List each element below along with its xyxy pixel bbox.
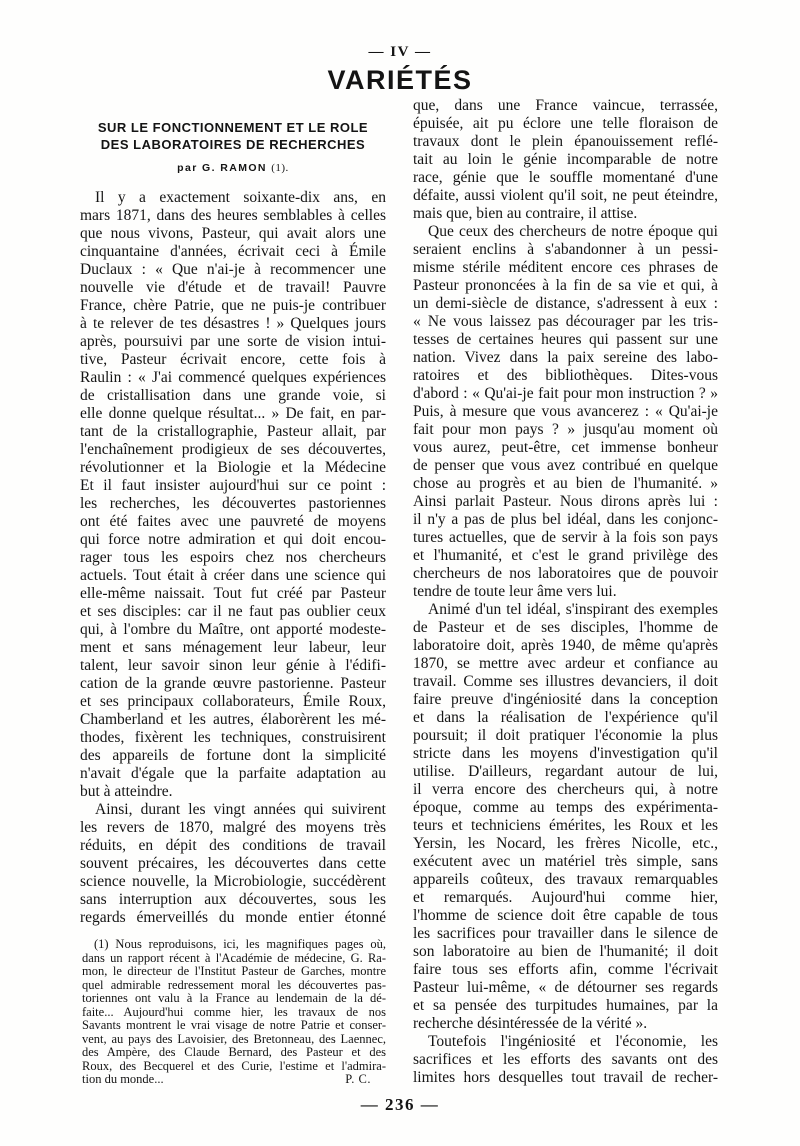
text-line: de Pasteur et de ses disciples, l'homme de: [413, 619, 718, 636]
text-line: 1870, se mettre avec ardeur et confiance au: [413, 655, 718, 672]
paragraph: [413, 1033, 718, 1087]
text-line: l'homme de science doit être capable de tous: [413, 907, 718, 924]
text-line: un demi-siècle de distance, s'adressent à eux :: [413, 295, 718, 312]
footnote-line: dans un rapport récent à l'Académie de médecine, G. Ra-: [82, 950, 386, 965]
article-title-line: SUR LE FONCTIONNEMENT ET LE ROLE: [97, 120, 369, 135]
text-line: talent, leur savoir sinon leur génie à l'édifi-: [80, 657, 386, 674]
paragraph: [80, 801, 386, 927]
text-line: « Ne vous laissez pas décourager par les tris-: [413, 313, 718, 330]
footnote-line: toriennes ont valu à la France au lendemain de la dé-: [82, 991, 386, 1005]
text-line: que, dans une France vaincue, terrassée,: [413, 97, 718, 114]
text-line: son laboratoire au bien de l'humanité; il doit: [413, 943, 718, 960]
text-line: rager tous les espoirs chez nos chercheurs: [80, 549, 386, 566]
footnote-line: Roux, des Becquerel et des Curie, l'estime et l'admira-: [82, 1058, 386, 1073]
text-line: de penser que vous avez contribué en quelque: [413, 457, 718, 474]
text-line: et l'humanité, et c'est le grand privilège des: [413, 547, 718, 564]
footnote-signature: P. C.: [345, 1072, 371, 1086]
paragraph: [413, 223, 718, 601]
text-line: exécutent avec un matériel très simple, sans: [413, 853, 718, 870]
text-line: défaite, aussi violent qu'il soit, ne peut éteindre,: [413, 187, 718, 204]
text-line: et ses disciples: car il ne faut pas oublier ceux: [80, 603, 386, 620]
text-line: Pasteur lui-même, « de détourner ses regards: [413, 979, 718, 996]
text-line: qui, à l'ombre du Maître, ont apporté modeste-: [80, 621, 386, 638]
article-title-line: DES LABORATOIRES DE RECHERCHES: [100, 137, 366, 152]
text-line: Il y a exactement soixante-dix ans, en: [95, 189, 386, 206]
text-line: stricte dans les moyens d'investigation qu'il: [413, 745, 718, 762]
paragraph: [80, 189, 386, 801]
text-line: de cristallisation dans une grande voie, si: [80, 387, 386, 404]
text-line: laboratoire doit, après 1940, de même qu'après: [413, 637, 718, 654]
text-line: elle-même naissait. Tout fut créé par Pasteur: [80, 585, 386, 602]
footnote-line: tion du monde...: [82, 1072, 164, 1086]
page-number: — 236 —: [360, 1095, 440, 1114]
text-line: Ainsi, durant les vingt années qui suivirent: [95, 801, 386, 818]
text-line: tures actuelles, que de servir à la fois son pays: [413, 529, 718, 546]
text-line: cinquantaine d'années, écrivait ceci à Émile: [80, 243, 386, 260]
text-line: il n'y a pas de plus bel idéal, dans les conjonc-: [413, 511, 718, 528]
text-line: après, poursuivi par une sorte de vision intui-: [80, 333, 386, 350]
text-line: chercheurs de nos laboratoires que de pouvoir: [413, 565, 718, 582]
text-line: tant de la cristallographie, Pasteur allait, par: [80, 423, 386, 440]
text-line: l'enchaînement prodigieux de ses découvertes,: [80, 441, 386, 458]
text-line: Toutefois l'ingéniosité et l'économie, les: [428, 1033, 718, 1050]
text-line: tesses de certaines heures qui passent sur une: [413, 331, 718, 348]
text-line: et sa pensée des turpitudes humaines, par la: [413, 997, 718, 1014]
text-line: teurs et techniciens émérites, les Roux et les: [413, 817, 718, 834]
text-line: chose au progrès et au bien de l'humanité. »: [413, 475, 718, 492]
text-line: regards émerveillés du monde entier étonné: [80, 909, 386, 926]
text-line: que nous vivons, Pasteur, qui avait alors une: [80, 225, 386, 242]
text-line: sacrifices et les efforts des savants ont des: [413, 1051, 718, 1068]
text-line: France, chère Patrie, que ne puis-je contribuer: [80, 297, 386, 314]
text-line: appareils coûteux, des travaux remarquables: [413, 871, 718, 888]
right-column: [413, 97, 718, 1087]
text-line: but à atteindre.: [80, 783, 173, 800]
text-line: misme stérile méditent encore ces phrases de: [413, 259, 718, 276]
text-line: Chamberland et les autres, élaborèrent les mé-: [80, 711, 386, 728]
text-line: limites hors desquelles tout travail de recher-: [413, 1069, 718, 1086]
text-line: actuels. Tout était à créer dans une science qui: [80, 567, 386, 584]
text-line: épuisée, ait pu éclore une telle floraison de: [413, 115, 718, 132]
text-line: à te relever de tes désastres ! » Quelques jours: [80, 315, 386, 332]
text-line: n'avait d'égale que la parfaite adaptation au: [80, 765, 386, 782]
text-line: et remarqués. Aujourd'hui comme hier,: [413, 889, 718, 906]
text-line: fait pour mon pays ? » jusqu'au moment où: [413, 421, 718, 438]
article-heading: [80, 119, 386, 175]
text-line: elle donne quelque résultat... » De fait, en par-: [80, 405, 386, 422]
text-line: tendre de toute leur âme vers lui.: [413, 583, 617, 600]
text-line: ont été faites avec une pauvreté de moyens: [80, 513, 386, 530]
text-line: mars 1871, dans des heures semblables à celles: [80, 207, 386, 224]
text-line: vous aurez, peut-être, cet immense bonheur: [413, 439, 718, 456]
left-column: [80, 189, 386, 927]
footnote: [82, 938, 386, 1087]
text-line: des appareils de fortune dont la simplicité: [80, 747, 386, 764]
footnote-line: Savants montrent le vrai visage de notre Patrie et conser-: [82, 1018, 386, 1032]
byline: [80, 161, 386, 175]
footnote-line: quel admirable redressement moral les découvertes pas-: [82, 977, 386, 992]
text-line: Pasteur prononcées à la fin de sa vie et qui, à: [413, 277, 718, 294]
text-line: et dans la réalisation de l'expérience qu'il: [413, 709, 718, 726]
text-line: Yersin, les Nocard, les frères Nicolle, etc.,: [413, 835, 718, 852]
paragraph: [413, 97, 718, 223]
text-line: ratoires et des bibliothèques. Dites-vous: [413, 367, 718, 384]
text-line: mais que, bien au contraire, il attise.: [413, 205, 638, 222]
section-title: VARIÉTÉS: [327, 65, 473, 95]
text-line: nation. Vivez dans la paix sereine des labo-: [413, 349, 718, 366]
paragraph: [413, 601, 718, 1033]
text-line: Que ceux des chercheurs de notre époque qui: [428, 223, 718, 240]
text-line: qui force notre admiration et qui doit encou-: [80, 531, 386, 548]
text-line: réduits, en dépit des conditions de travail: [80, 837, 386, 854]
text-line: race, génie que le souffle momentané d'une: [413, 169, 718, 186]
text-line: Raulin : « J'ai commencé quelques expériences: [80, 369, 386, 386]
text-line: époque, comme au temps des expérimenta-: [413, 799, 718, 816]
footnote-reference: (1).: [271, 162, 289, 174]
text-line: utilise. D'ailleurs, regardant autour de lui,: [413, 763, 718, 780]
text-line: les revers de 1870, malgré des moyens très: [80, 819, 386, 836]
footnote-line: (1) Nous reproduisons, ici, les magnifiques pages où,: [94, 937, 386, 951]
text-line: thodes, fixèrent les techniques, construisirent: [80, 729, 386, 746]
text-line: souvent précaires, les découvertes dans cette: [80, 855, 386, 872]
text-line: travaux dont le plein épanouissement reflé-: [413, 133, 718, 150]
text-line: faire tous ses efforts afin, comme l'écrivait: [413, 961, 718, 978]
page-header: — IV —: [368, 44, 432, 60]
text-line: sans interruption aux découvertes, sous les: [80, 891, 386, 908]
text-line: d'abord : « Qu'ai-je fait pour mon instruction ? »: [413, 385, 718, 402]
footnote-line: faite... Aujourd'hui comme hier, les travaux de nos: [82, 1004, 386, 1019]
text-line: Ainsi parlait Pasteur. Nous dirons après lui :: [413, 493, 718, 510]
footnote-line: des Ampère, des Claude Bernard, des Pasteur et des: [82, 1045, 386, 1059]
text-line: Duclaux : « Que n'ai-je à recommencer une: [80, 261, 386, 278]
footnote-line: mon, le directeur de l'Institut Pasteur de Garches, montre: [82, 964, 386, 978]
footnote-last-line: [82, 1073, 386, 1087]
text-line: seraient enclins à s'abandonner à un pessi-: [413, 241, 718, 258]
text-line: révolutionner et la Biologie et la Médecine: [80, 459, 386, 476]
text-line: il verra encore des chercheurs qui, à notre: [413, 781, 718, 798]
text-line: nouvelle vie d'étude et de travail! Pauvre: [80, 279, 386, 296]
text-line: les recherches, les découvertes pastoriennes: [80, 495, 386, 512]
text-line: faire preuve d'ingéniosité dans la conception: [413, 691, 718, 708]
text-line: Animé d'un tel idéal, s'inspirant des exemples: [428, 601, 718, 618]
text-line: travail. Comme ses illustres devanciers, il doit: [413, 673, 718, 690]
text-line: tive, Pasteur écrivait encore, cette fois à: [80, 351, 386, 368]
text-line: poursuit; il doit pratiquer l'économie la plus: [413, 727, 718, 744]
text-line: science nouvelle, la Microbiologie, succédèrent: [80, 873, 386, 890]
text-line: ment et sans ménagement leur labeur, leur: [80, 639, 386, 656]
text-line: Et il faut insister aujourd'hui sur ce point :: [80, 477, 386, 494]
text-line: cation de la grande œuvre pastorienne. Pasteur: [80, 675, 386, 692]
footnote-line: vent, au pays des Lavoisier, des Bretonneau, des Laennec,: [82, 1031, 386, 1046]
text-line: tait au loin le génie incomparable de notre: [413, 151, 718, 168]
text-line: les sacrifices pour travailler dans le silence de: [413, 925, 718, 942]
text-line: Puis, à mesure que vous avancerez : « Qu'ai-je: [413, 403, 718, 420]
text-line: recherche désintéressée de la vérité ».: [413, 1015, 648, 1032]
author: par G. RAMON: [177, 162, 267, 174]
text-line: et ses principaux collaborateurs, Émile Roux,: [80, 693, 386, 710]
